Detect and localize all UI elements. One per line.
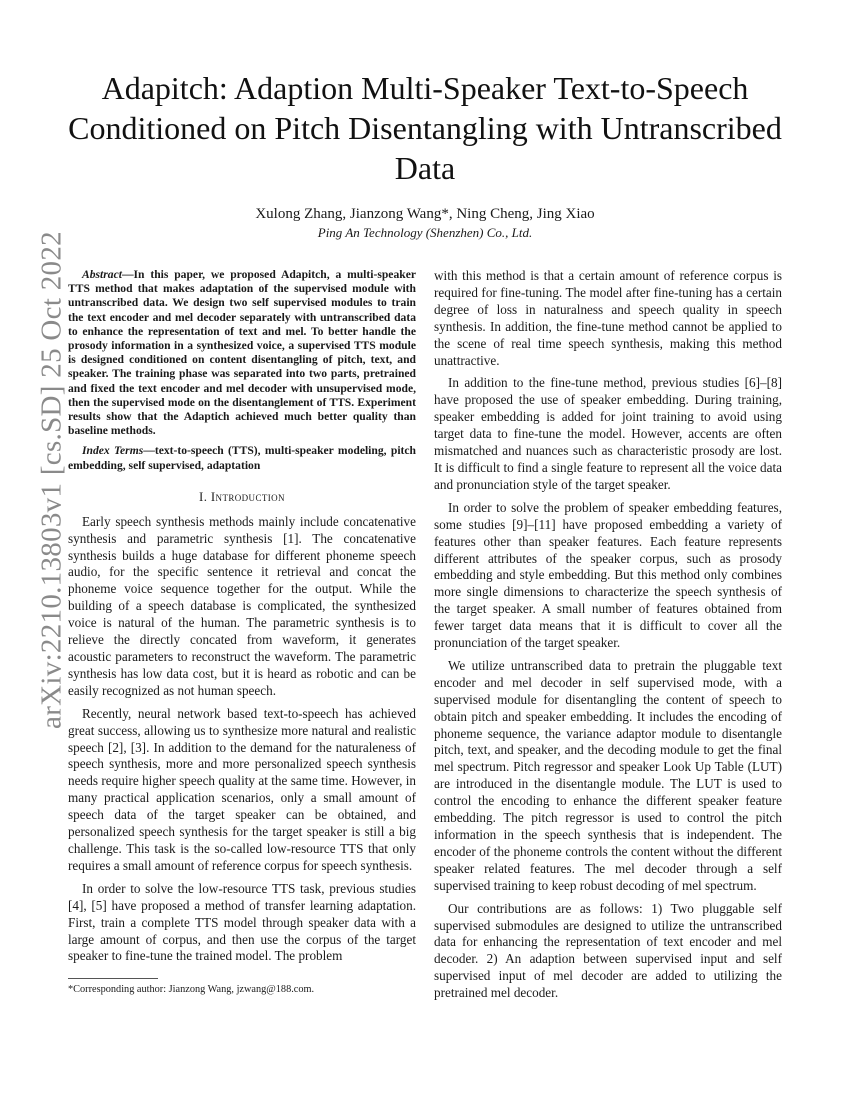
paragraph: Early speech synthesis methods mainly include concatenative synthesis and parametric synthesis [1]. The concatenative synthesis builds a huge database for different phoneme speech audio, for the specific sentence it retrieval and concat the phoneme voice sequence together for the output. While the building of a speech database is complicated, the synthesized voice is natural of the human. The parametric synthesis is to relieve the directly concated from waveform, it generates acoustic parameters to reconstruct the waveform. The parametric synthesis has low data cost, but it is heard as robotic and can be easily recognized as not human speech. <box>68 513 416 698</box>
paragraph: with this method is that a certain amount of reference corpus is required for fine-tuning. The model after fine-tuning has a certain degree of loss in naturalness and speech quality in speech synthesis. In addition, the fine-tune method cannot be applied to the scene of real time speech synthesis, making this method unattractive. <box>434 268 782 368</box>
paragraph: In order to solve the problem of speaker embedding features, some studies [9]–[11] have proposed embedding a variety of features other than speaker features. Each feature represents different attributes of the speaker corpus, such as prosody embedding and style embedding. But this method only combines more single dimensions to characterize the speech synthesis of the target speaker. A small number of features obtained from fewer target data means that it is difficult to cover all the pronunciation of the target speaker. <box>434 499 782 651</box>
section-heading-introduction: I. Introduction <box>199 489 285 504</box>
left-column <box>68 268 416 971</box>
paper-title: Adapitch: Adaption Multi-Speaker Text-to-Speech Conditioned on Pitch Disentangling with Untranscribed Data <box>68 70 782 186</box>
index-terms-text: —text-to-speech (TTS), multi-speaker modeling, pitch embedding, self supervised, adaptation <box>68 444 416 472</box>
paragraph: Recently, neural network based text-to-speech has achieved great success, allowing us to synthesize more natural and realistic speech [2], [3]. In addition to the demand for the naturaleness of speech synthesis, more and more personalized speech synthesis needs require higher speech quality at the same time. However, in many practical application scenarios, only a small amount of speech data of the target speaker can be obtained, and personalized speech synthesis for the target speaker is still a big challenge. This task is the so-called low-resource TTS that only requires a small amount of reference corpus for speech synthesis. <box>68 705 416 873</box>
index-terms <box>68 444 416 472</box>
index-terms-label: Index Terms <box>82 444 144 458</box>
arxiv-identifier: arXiv:2210.13803v1 [cs.SD] 25 Oct 2022 <box>35 231 68 729</box>
footnote: *Corresponding author: Jianzong Wang, jzwang@188.com. <box>68 984 315 995</box>
footnote-divider <box>68 978 158 979</box>
paragraph: We utilize untranscribed data to pretrain the pluggable text encoder and mel decoder in self supervised mode, with a supervised module for disentangling the content of speech to obtain pitch and speaker embedding. It includes the encoding of phoneme sequence, the variance adaptor module to disentangle pitch, text, and speaker, and the decoding module to get the final mel spectrum. Pitch regressor and speaker Look Up Table (LUT) are introduced in the disentangle module. The LUT is used to control the encoding to enhance the different speaker feature embedding. The pitch regressor is used to control the pitch information in the speech synthesis that is independent. The encoder of the phoneme controls the content without the different speaker related features. The mel decoder through a self supervised training to keep robust decoding of mel spectrum. <box>434 657 782 893</box>
paragraph: In order to solve the low-resource TTS task, previous studies [4], [5] have proposed a method of transfer learning adaptation. First, train a complete TTS model through speaker data with a large amount of corpus, and then use the corpus of the target speaker to fine-tune the trained model. The problem <box>68 880 416 964</box>
abstract-text: —In this paper, we proposed Adapitch, a multi-speaker TTS method that makes adaptation of the supervised module with untranscribed data. We design two self supervised modules to train the text encoder and mel decoder separately with untranscribed data to enhance the representation of text and mel. To better handle the prosody information in a synthesized voice, a supervised TTS module is designed conditioned on content disentangling of pitch, text, and speaker. The training phase was separated into two parts, pretrained and fixed the text encoder and mel decoder with unsupervised mode, then the supervised mode on the disentanglement of TTS. Experiment results show that the Adaptich achieved much better quality than baseline methods. <box>68 268 416 438</box>
paragraph: In addition to the fine-tune method, previous studies [6]–[8] have proposed the use of speaker embedding. During training, speaker embedding is added for joint training to avoid using target data to fine-tune the model. However, accents are often mismatched and nuances such as characteristic prosody are lost. It is difficult to find a single feature to represent all the voice data and pronunciation style of the target speaker. <box>434 375 782 492</box>
abstract-label: Abstract <box>82 268 122 281</box>
right-column <box>434 268 782 1008</box>
abstract <box>68 268 416 438</box>
affiliation: Ping An Technology (Shenzhen) Co., Ltd. <box>317 225 533 240</box>
author-list: Xulong Zhang, Jianzong Wang*, Ning Cheng, Jing Xiao <box>255 206 595 222</box>
paragraph: Our contributions are as follows: 1) Two pluggable self supervised submodules are designed to utilize the untranscribed data for enhancing the representation of text encoder and mel decoder. 2) An adaption between supervised input and self supervised input of mel decoder are added to utilizing the pretrained mel decoder. <box>434 900 782 1001</box>
